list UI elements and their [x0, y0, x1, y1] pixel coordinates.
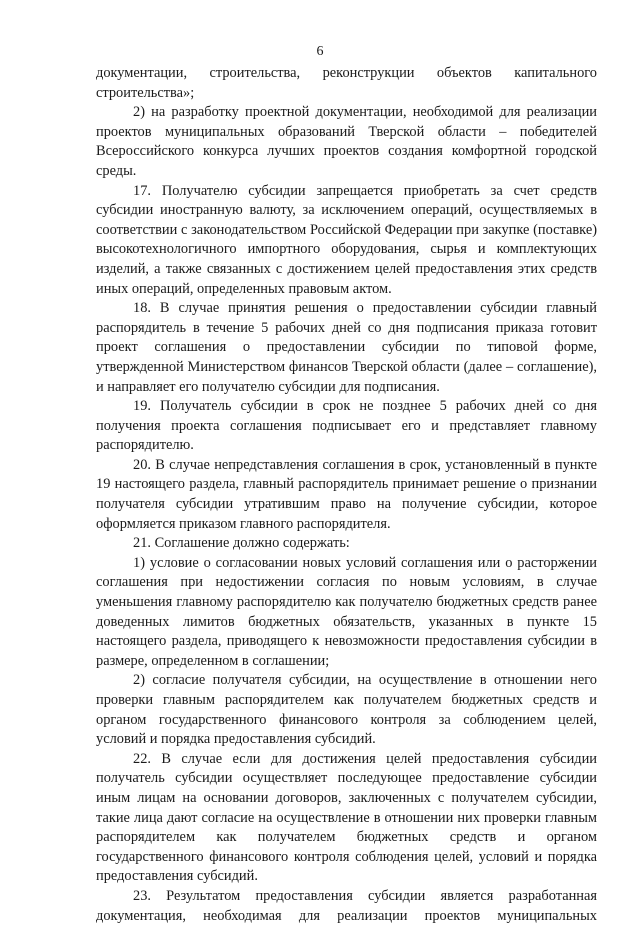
paragraph-17: 17. Получателю субсидии запрещается приобретать за счет средств субсидии иностранную валюту, за исключением операций, осуществляемых в соответствии с законодательством Российской Федерации при закупке (поставке) высокотехнологичного импортного оборудования, сырья и комплектующих изделий, а также связанных с достижением целей предоставления этих средств иных операций, определенных правовым актом. — [96, 182, 597, 297]
paragraph-19: 19. Получатель субсидии в срок не позднее 5 рабочих дней со дня получения проекта соглашения подписывает его и представляет главному распорядителю. — [96, 398, 597, 454]
page-number: 6 — [316, 44, 324, 59]
paragraph-continuation: документации, строительства, реконструкции объектов капитального строительства»; — [96, 65, 597, 101]
paragraph-21: 21. Соглашение должно содержать: — [133, 535, 350, 552]
paragraph-18: 18. В случае принятия решения о предоставлении субсидии главный распорядитель в течение 5 рабочих дней со дня подписания приказа готовит проект соглашения о предоставлении субсидии по типовой форме, утвержденной Министерством финансов Тверской области (далее – соглашение), и направляет его получателю субсидии для подписания. — [96, 300, 597, 395]
paragraph-item-2: 2) на разработку проектной документации, необходимой для реализации проектов муниципальных образований Тверской области – победителей Всероссийского конкурса лучших проектов создания комфортной городской среды. — [96, 104, 597, 179]
paragraph-22: 22. В случае если для достижения целей предоставления субсидии получатель субсидии осуществляет последующее предоставление субсидии иным лицам на основании договоров, заключенных с получателем субсидии, такие лица дают согласие на осуществление в отношении них проверки главным распорядителем как получателем бюджетных средств и органом государственного финансового контроля соблюдения целей, условий и порядка предоставления субсидий. — [96, 750, 597, 885]
paragraph-20: 20. В случае непредставления соглашения в срок, установленный в пункте 19 настоящего раздела, главный распорядитель принимает решение о признании получателя субсидии утратившим право на получение субсидии, которое оформляется приказом главного распорядителя. — [96, 456, 597, 532]
paragraph-23: 23. Результатом предоставления субсидии является разработанная документация, необходимая для реализации проектов муниципальных — [96, 887, 597, 924]
document-body — [96, 64, 597, 926]
paragraph-21-item-1: 1) условие о согласовании новых условий соглашения или о расторжении соглашения при недостижении согласия по новым условиям, в случае уменьшения главному распорядителю как получателю бюджетных средств ранее доведенных лимитов бюджетных обязательств, указанных в пункте 15 настоящего раздела, приводящего к невозможности предоставления субсидии в размере, определенном в соглашении; — [96, 554, 597, 669]
paragraph-21-item-2: 2) согласие получателя субсидии, на осуществление в отношении него проверки главным распорядителем как получателем бюджетных средств и органом государственного финансового контроля за соблюдением целей, условий и порядка предоставления субсидий. — [96, 672, 597, 748]
